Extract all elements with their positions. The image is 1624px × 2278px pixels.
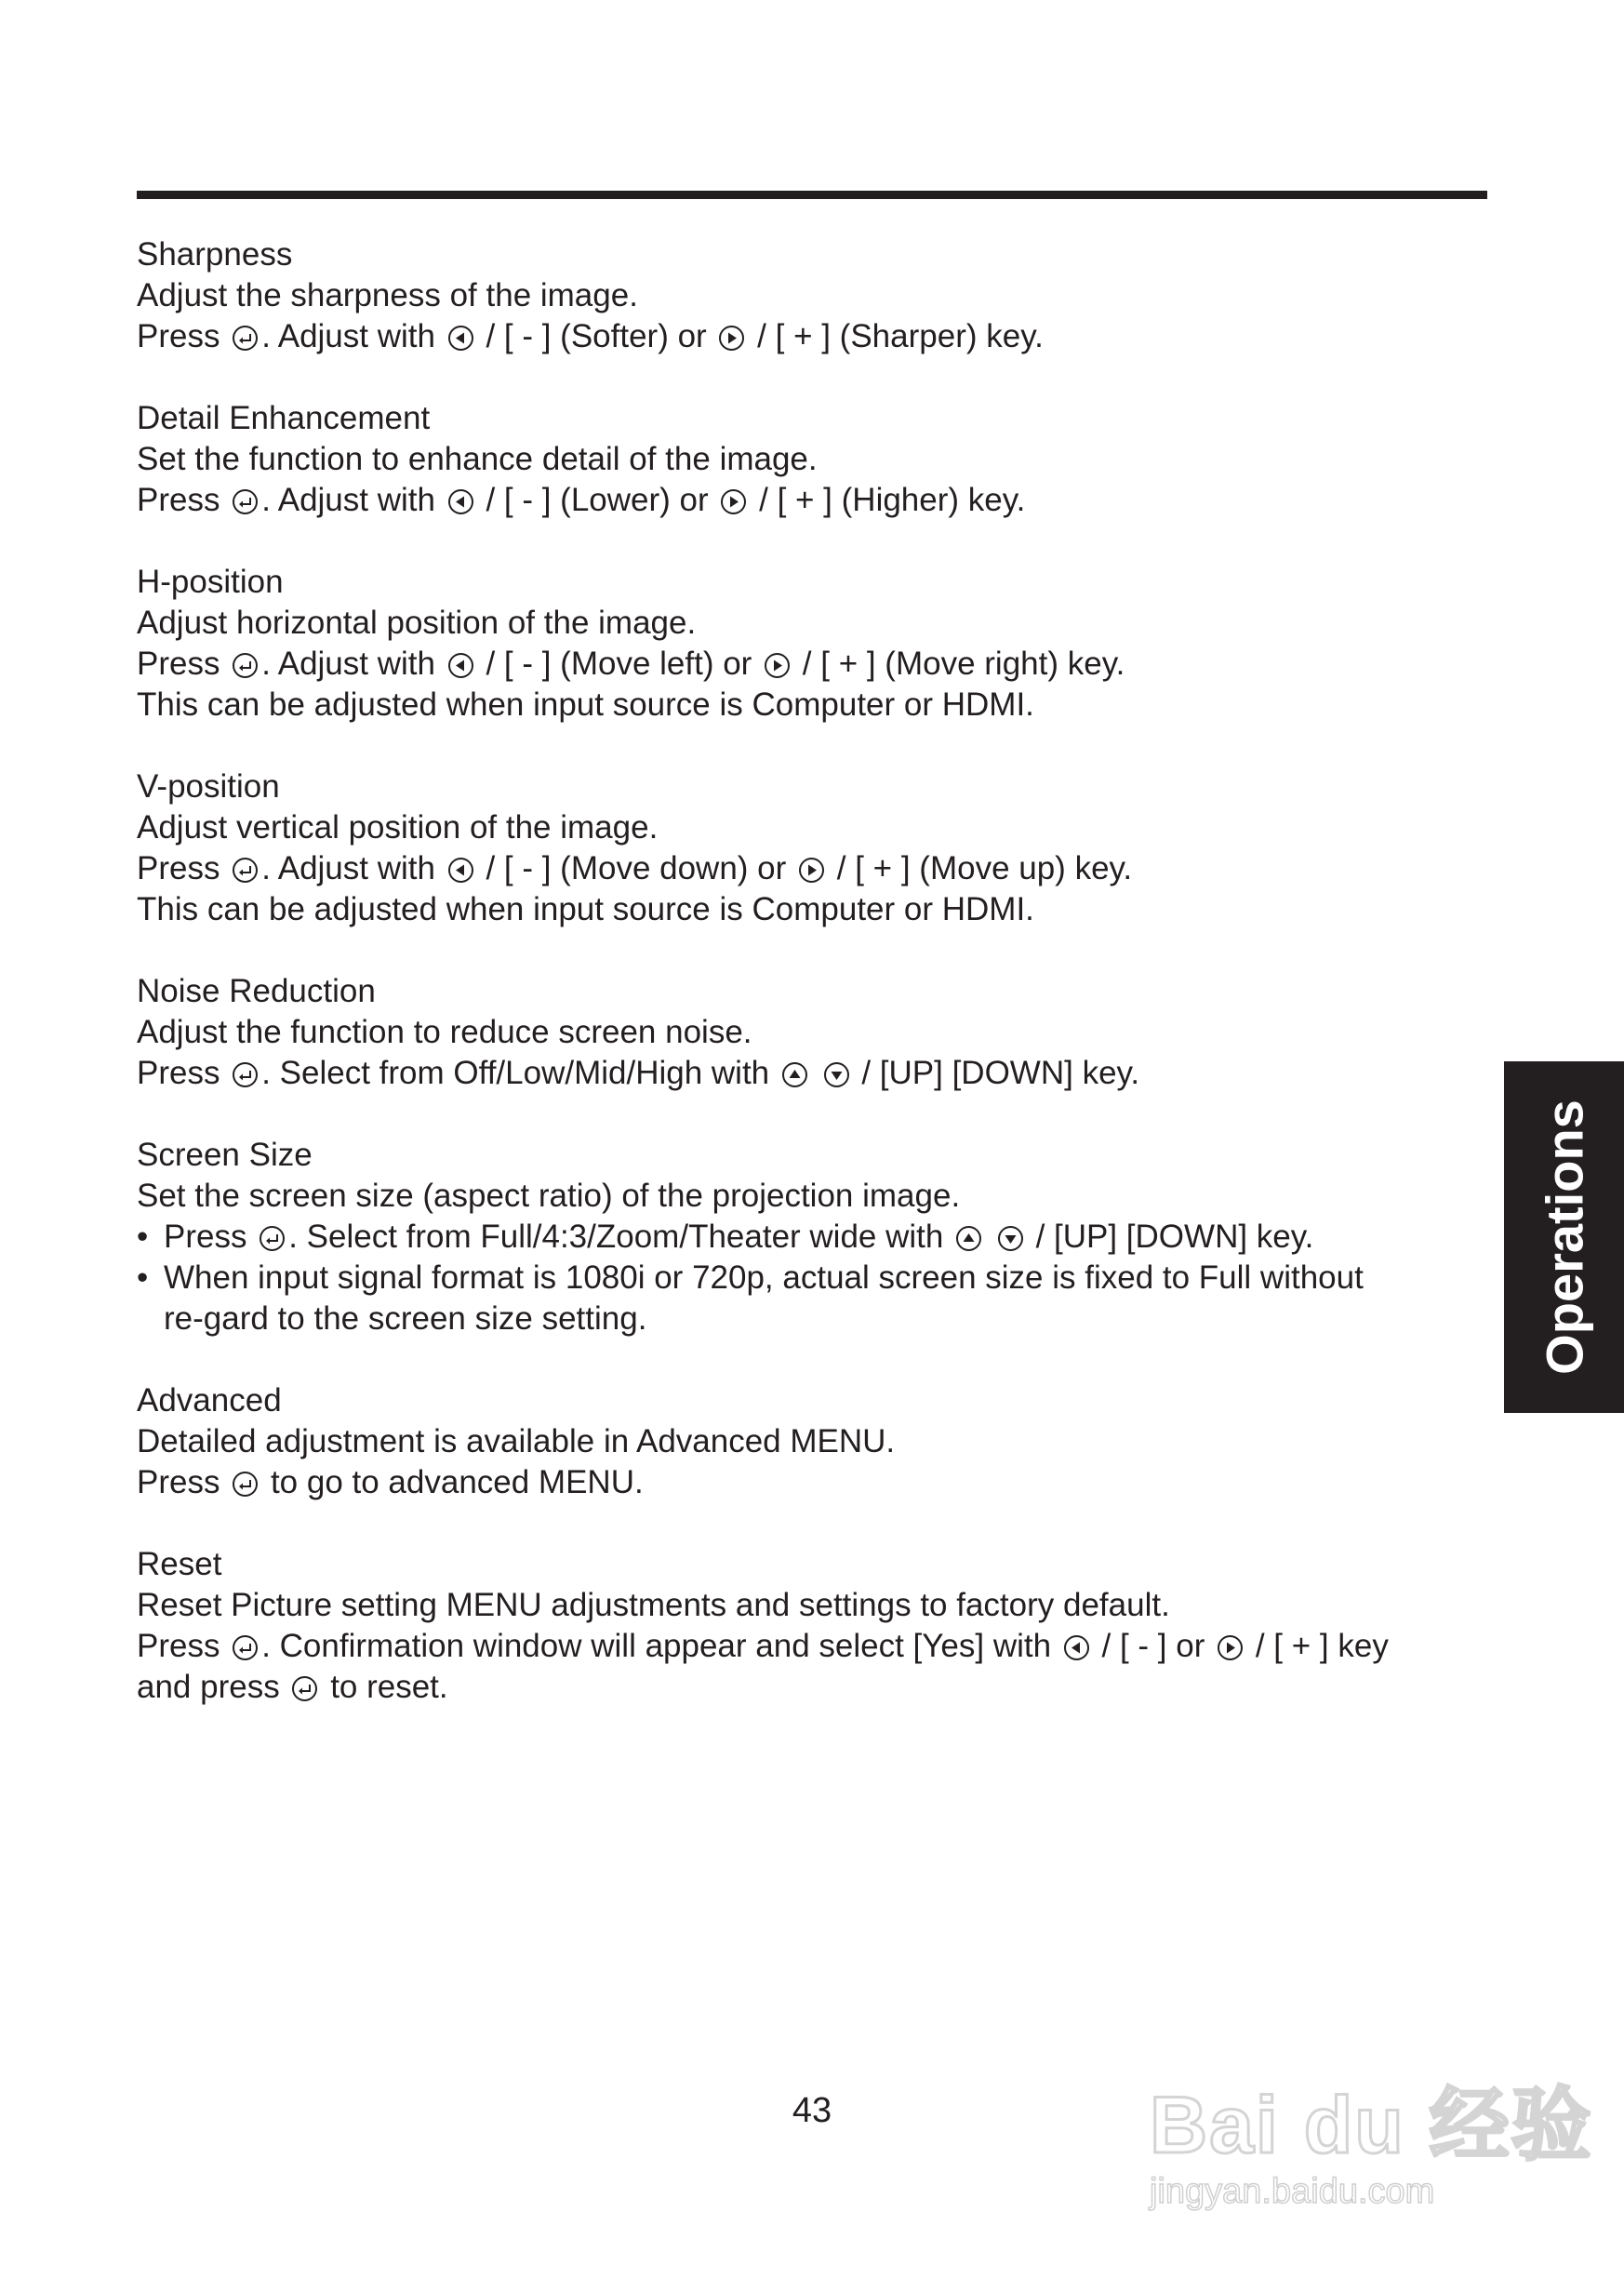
section-noise-reduction — [137, 971, 1476, 1094]
page-number: 43 — [792, 2091, 832, 2130]
instruction-line: Press to go to advanced MENU. — [137, 1464, 644, 1500]
left-arrow-key-icon — [447, 325, 474, 352]
watermark-logo: Bai du 经验 — [1150, 2081, 1593, 2170]
right-arrow-key-icon — [764, 652, 791, 679]
enter-key-icon — [232, 857, 259, 884]
enter-key-icon — [291, 1675, 318, 1702]
down-arrow-key-icon — [823, 1061, 850, 1088]
section-description: Detailed adjustment is available in Advanced MENU. — [137, 1423, 896, 1459]
up-arrow-key-icon — [955, 1225, 982, 1252]
left-arrow-key-icon — [447, 652, 474, 679]
section-description: Adjust the function to reduce screen noise. — [137, 1014, 752, 1050]
watermark-url: jingyan.baidu.com — [1150, 2172, 1435, 2211]
section-description: Set the screen size (aspect ratio) of the projection image. — [137, 1178, 961, 1214]
instruction-line: and press to reset. — [137, 1669, 448, 1705]
instruction-line: Press . Confirmation window will appear and select [Yes] with / [ - ] or / [ + ] key — [137, 1628, 1389, 1664]
enter-key-icon — [232, 652, 259, 679]
instruction-line: Press . Select from Off/Low/Mid/High with / [UP] [DOWN] key. — [137, 1055, 1140, 1091]
instruction-line: Press . Adjust with / [ - ] (Move down) or / [ + ] (Move up) key. — [137, 850, 1133, 886]
section-reset — [137, 1544, 1476, 1708]
section-title: V-position — [137, 768, 280, 805]
bullet-dot: • — [137, 1219, 149, 1255]
bullet-item: • Press . Select from Full/4:3/Zoom/Theater wide with / [UP] [DOWN] key. — [137, 1217, 1476, 1258]
down-arrow-key-icon — [997, 1225, 1024, 1252]
enter-key-icon — [232, 1471, 259, 1498]
enter-key-icon — [259, 1225, 286, 1252]
section-title: Detail Enhancement — [137, 400, 431, 436]
section-v-position — [137, 766, 1476, 930]
section-note: This can be adjusted when input source is Computer or HDMI. — [137, 686, 1034, 723]
section-advanced — [137, 1380, 1476, 1503]
left-arrow-key-icon — [1063, 1634, 1090, 1661]
section-sharpness — [137, 234, 1476, 357]
left-arrow-key-icon — [447, 488, 474, 515]
left-arrow-key-icon — [447, 857, 474, 884]
section-title: H-position — [137, 564, 284, 600]
section-title: Reset — [137, 1546, 222, 1582]
section-title: Noise Reduction — [137, 973, 376, 1009]
section-title: Screen Size — [137, 1137, 313, 1173]
section-title: Sharpness — [137, 236, 293, 273]
section-description: Adjust the sharpness of the image. — [137, 277, 638, 313]
up-arrow-key-icon — [781, 1061, 808, 1088]
bullet-dot: • — [137, 1259, 149, 1296]
page-content — [137, 234, 1476, 1749]
side-tab-operations — [1504, 1061, 1624, 1413]
right-arrow-key-icon — [720, 488, 747, 515]
section-description: Reset Picture setting MENU adjustments and settings to factory default. — [137, 1587, 1170, 1623]
enter-key-icon — [232, 1634, 259, 1661]
section-title: Advanced — [137, 1382, 282, 1419]
section-note: This can be adjusted when input source is Computer or HDMI. — [137, 891, 1034, 927]
instruction-line: Press . Adjust with / [ - ] (Lower) or / [ + ] (Higher) key. — [137, 482, 1026, 518]
enter-key-icon — [232, 1061, 259, 1088]
baidu-watermark — [1150, 2032, 1593, 2218]
right-arrow-key-icon — [718, 325, 745, 352]
instruction-line: Press . Adjust with / [ - ] (Softer) or / [ + ] (Sharper) key. — [137, 318, 1044, 354]
side-tab-label: Operations — [1535, 1099, 1593, 1375]
section-description: Adjust horizontal position of the image. — [137, 605, 697, 641]
top-rule — [137, 191, 1487, 199]
enter-key-icon — [232, 325, 259, 352]
section-screen-size — [137, 1135, 1476, 1339]
enter-key-icon — [232, 488, 259, 515]
section-h-position — [137, 562, 1476, 726]
right-arrow-key-icon — [798, 857, 825, 884]
section-description: Set the function to enhance detail of the image. — [137, 441, 818, 477]
bullet-item: • When input signal format is 1080i or 720p, actual screen size is fixed to Full without re-gard to the screen size setting. — [137, 1258, 1476, 1339]
right-arrow-key-icon — [1217, 1634, 1244, 1661]
section-description: Adjust vertical position of the image. — [137, 809, 659, 846]
section-detail-enhancement — [137, 398, 1476, 521]
instruction-line: Press . Adjust with / [ - ] (Move left) or / [ + ] (Move right) key. — [137, 646, 1125, 682]
